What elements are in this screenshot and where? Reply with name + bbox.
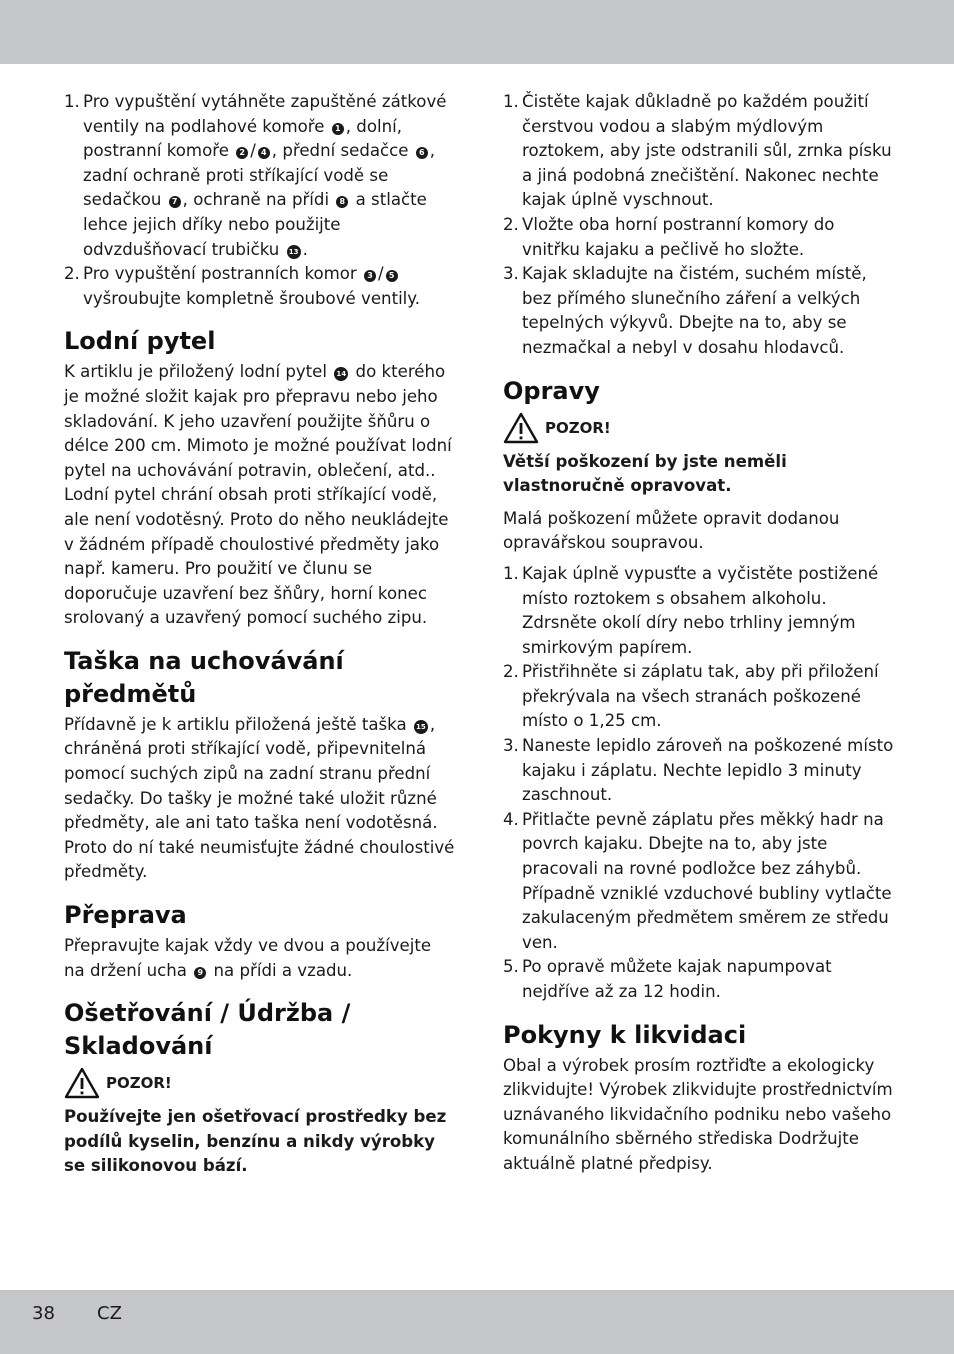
list-number: 3.	[503, 736, 519, 756]
part-number-icon: 14	[334, 367, 348, 381]
transport-paragraph	[64, 934, 456, 983]
list-item	[503, 955, 895, 1004]
storage-bag-paragraph	[64, 713, 456, 885]
text-span: na přídi a vzadu.	[208, 960, 353, 980]
list-item	[503, 808, 895, 956]
text-span: do kterého je možné složit kajak pro přepravu nebo jeho skladování. K jeho uzavření použijte šňůru o délce 200 cm. Mimoto je možné používat lodní pytel na uchovávání potravin, oblečení, atd.. Lodní pytel chrání obsah proti stříkající vodě, ale není vodotěsný. Proto do něho neukládejte v žádném případě choulostivé předměty jako např. kameru. Pro použití ve člunu se doporučuje uzavření bez šňůry, horní konec srolovaný a uzavřený pomocí suchého zipu.	[64, 362, 452, 628]
warning-label: POZOR!	[106, 1074, 172, 1093]
part-number-icon: 2	[236, 147, 248, 159]
part-number-icon: 1	[332, 123, 344, 135]
list-text: , ochraně na přídi	[182, 190, 335, 210]
part-number-icon: 7	[169, 196, 181, 208]
list-number: 1.	[503, 563, 519, 583]
list-number: 2.	[503, 214, 519, 234]
repairs-intro: Malá poškození můžete opravit dodanou opravářskou soupravou.	[503, 508, 840, 553]
page-number: 38	[32, 1303, 55, 1324]
list-item	[503, 262, 895, 360]
section-heading-disposal: Pokyny k likvidaci	[503, 1020, 747, 1049]
part-number-icon: 6	[416, 147, 428, 159]
list-text: Kajak skladujte na čistém, suchém místě, bez přímého slunečního záření a velkých tepelných výkyvů. Dbejte na to, aby se nezmačkal a nebyl v dosahu hlodavců.	[522, 264, 867, 357]
right-column	[503, 90, 895, 1177]
list-text: Pro vypuštění vytáhněte zapuštěné zátkové ventily na podlahové komoře	[83, 92, 447, 136]
list-text: Přistřihněte si záplatu tak, aby při přiložení překrývala na všech stranách poškozené místo o 1,25 cm.	[522, 662, 879, 731]
section-heading-storage-bag: Taška na uchovávání předmětů	[64, 646, 344, 708]
list-number: 3.	[503, 264, 519, 284]
section-heading-repairs: Opravy	[503, 376, 600, 405]
list-number: 1.	[503, 92, 519, 111]
part-number-icon: 4	[258, 147, 270, 159]
warning-row	[64, 1067, 456, 1099]
list-text: /	[378, 264, 384, 284]
list-number: 5.	[503, 957, 519, 977]
language-code: CZ	[97, 1303, 122, 1324]
list-text: , zadní ochraně proti stříkající vodě se sedačkou	[83, 141, 436, 210]
list-number: 2.	[64, 264, 80, 284]
part-number-icon: 9	[194, 967, 206, 979]
part-number-icon: 5	[386, 270, 398, 282]
section-heading-transport: Přeprava	[64, 901, 187, 930]
warning-text: Používejte jen ošetřovací prostředky bez podílů kyselin, benzínu a nikdy výrobky se silikonovou bází.	[64, 1107, 447, 1176]
list-text: /	[250, 141, 256, 161]
section-heading-bag: Lodní pytel	[64, 327, 216, 356]
warning-triangle-icon	[64, 1067, 100, 1099]
list-text: Kajak úplně vypusťte a vyčistěte postižené místo roztokem s obsahem alkoholu. Zdrsněte okolí díry nebo trhliny jemným smirkovým papírem.	[522, 563, 879, 657]
repair-steps-list	[503, 562, 895, 1005]
footer-band	[0, 1290, 954, 1354]
list-text: .	[302, 239, 308, 259]
warning-text: Větší poškození by jste neměli vlastnoručně opravovat.	[503, 451, 787, 496]
text-span: Přepravujte kajak vždy ve dvou a používejte na držení ucha	[64, 936, 432, 980]
disposal-paragraph: Obal a výrobek prosím roztřiďte a ekologicky zlikvidujte! Výrobek zlikvidujte prostřednictvím uznávaného likvidačního podniku nebo vašeho komunálního sběrného střediska Dodržujte aktuálně platné předpisy.	[503, 1055, 893, 1173]
text-span: K artiklu je přiložený lodní pytel	[64, 362, 333, 382]
text-span: Přídavně je k artiklu přiložená ještě taška	[64, 714, 412, 734]
part-number-icon: 13	[287, 245, 301, 259]
header-band	[0, 0, 954, 64]
list-text: Po opravě můžete kajak napumpovat nejdříve až za 12 hodin.	[522, 957, 832, 1001]
list-text: Čistěte kajak důkladně po každém použití čerstvou vodou a slabým mýdlovým roztokem, aby jste odstranili sůl, zrnka písku a jiná podobná znečištění. Nakonec nechte kajak úplně vyschnout.	[522, 92, 892, 210]
list-number: 4.	[503, 809, 519, 829]
bag-paragraph	[64, 360, 456, 631]
list-item	[503, 660, 895, 734]
list-number: 2.	[503, 662, 519, 682]
list-item	[503, 213, 895, 262]
part-number-icon: 3	[364, 270, 376, 282]
list-item	[503, 734, 895, 808]
list-text: a stlačte lehce jejich dříky nebo použijte odvzdušňovací trubičku	[83, 190, 427, 259]
warning-triangle-icon	[503, 412, 539, 444]
list-text: , přední sedačce	[271, 141, 414, 161]
list-text: , dolní, postranní komoře	[83, 116, 402, 161]
warning-label: POZOR!	[545, 418, 611, 437]
list-text: Vložte oba horní postranní komory do vnitřku kajaku a pečlivě ho složte.	[522, 214, 835, 259]
list-text: Pro vypuštění postranních komor	[83, 264, 363, 284]
warning-row	[503, 412, 895, 444]
part-number-icon: 15	[414, 720, 428, 734]
list-item	[64, 90, 456, 262]
list-text: Přitlačte pevně záplatu přes měkký hadr na povrch kajaku. Dbejte na to, aby jste pracovali na rovné podložce bez záhybů. Případně vzniklé vzduchové bubliny vytlačte zakulaceným předmětem směrem ze středu ven.	[522, 809, 892, 952]
part-number-icon: 8	[336, 196, 348, 208]
deflate-steps-list	[64, 90, 456, 311]
left-column	[64, 90, 456, 1179]
care-steps-list	[503, 90, 895, 361]
list-number: 1.	[64, 92, 80, 111]
list-text: Naneste lepidlo zároveň na poškozené místo kajaku i záplatu. Nechte lepidlo 3 minuty zaschnout.	[522, 736, 894, 805]
section-heading-care: Ošetřování / Údržba / Skladování	[64, 999, 351, 1061]
list-item	[503, 90, 895, 213]
text-span: , chráněná proti stříkající vodě, připevnitelná pomocí suchých zipů na zadní stranu přední sedačky. Do tašky je možné také uložit různé předměty, ale ani tato taška není vodotěsná. Proto do ní také neumisťujte žádné choulostivé předměty.	[64, 714, 455, 882]
list-item	[64, 262, 456, 311]
list-text: vyšroubujte kompletně šroubové ventily.	[83, 288, 421, 308]
list-item	[503, 562, 895, 660]
